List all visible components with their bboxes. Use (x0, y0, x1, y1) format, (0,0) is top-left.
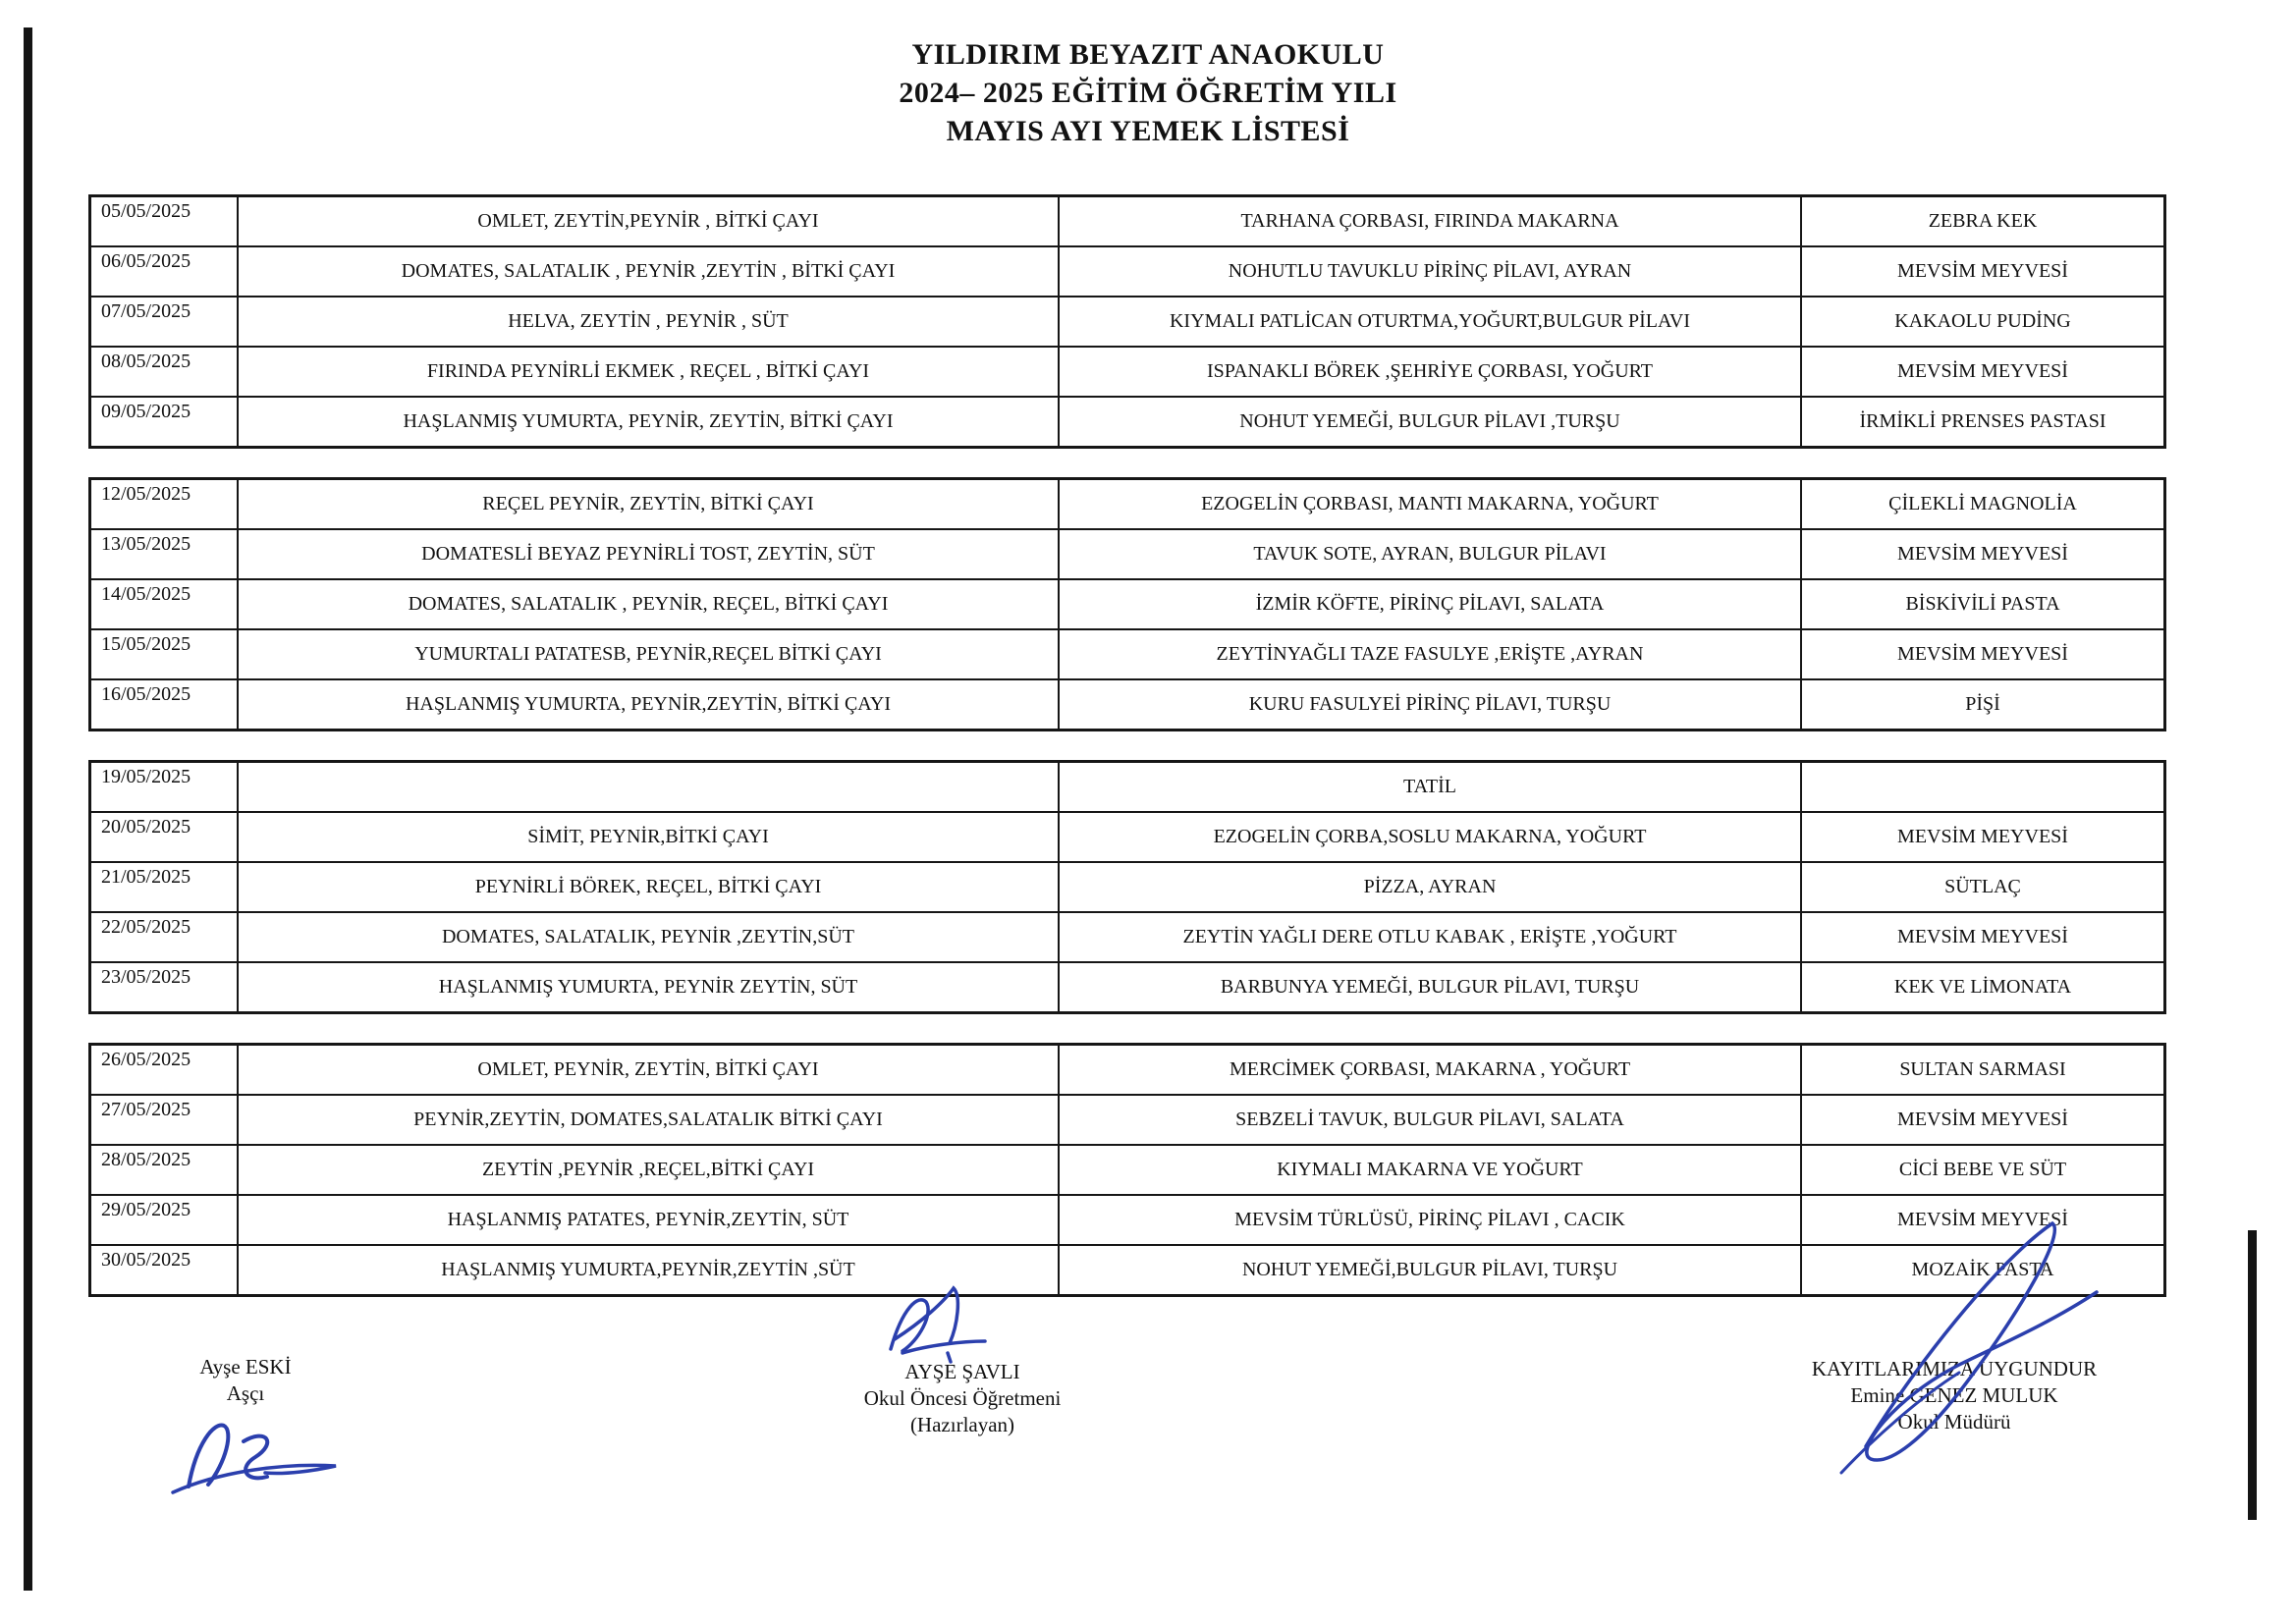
breakfast-cell: YUMURTALI PATATESB, PEYNİR,REÇEL BİTKİ ÇAYI (238, 629, 1059, 679)
table-row (90, 347, 2165, 397)
snack-cell: MOZAİK PASTA (1801, 1245, 2165, 1296)
breakfast-cell: OMLET, PEYNİR, ZEYTİN, BİTKİ ÇAYI (238, 1045, 1059, 1096)
scan-edge-left (24, 27, 32, 1591)
date-cell: 06/05/2025 (90, 246, 239, 297)
snack-cell: MEVSİM MEYVESİ (1801, 347, 2165, 397)
breakfast-cell: DOMATES, SALATALIK, PEYNİR ,ZEYTİN,SÜT (238, 912, 1059, 962)
snack-cell: MEVSİM MEYVESİ (1801, 812, 2165, 862)
snack-cell: MEVSİM MEYVESİ (1801, 629, 2165, 679)
date-cell: 16/05/2025 (90, 679, 239, 730)
snack-cell: İRMİKLİ PRENSES PASTASI (1801, 397, 2165, 448)
lunch-cell: NOHUT YEMEĞİ,BULGUR PİLAVI, TURŞU (1059, 1245, 1801, 1296)
week-table-1 (88, 194, 2166, 449)
table-row (90, 397, 2165, 448)
signature-block-teacher (815, 1359, 1110, 1438)
date-cell: 23/05/2025 (90, 962, 239, 1013)
snack-cell: BİSKİVİLİ PASTA (1801, 579, 2165, 629)
lunch-cell: KIYMALI PATLİCAN OTURTMA,YOĞURT,BULGUR PİLAVI (1059, 297, 1801, 347)
list-title: MAYIS AYI YEMEK LİSTESİ (946, 115, 1350, 147)
snack-cell: CİCİ BEBE VE SÜT (1801, 1145, 2165, 1195)
breakfast-cell: PEYNİRLİ BÖREK, REÇEL, BİTKİ ÇAYI (238, 862, 1059, 912)
lunch-cell: BARBUNYA YEMEĞİ, BULGUR PİLAVI, TURŞU (1059, 962, 1801, 1013)
breakfast-cell: PEYNİR,ZEYTİN, DOMATES,SALATALIK BİTKİ ÇAYI (238, 1095, 1059, 1145)
lunch-cell: ZEYTİN YAĞLI DERE OTLU KABAK , ERİŞTE ,YOĞURT (1059, 912, 1801, 962)
lunch-cell: MERCİMEK ÇORBASI, MAKARNA , YOĞURT (1059, 1045, 1801, 1096)
table-row (90, 912, 2165, 962)
table-row (90, 246, 2165, 297)
lunch-cell: KIYMALI MAKARNA VE YOĞURT (1059, 1145, 1801, 1195)
date-cell: 27/05/2025 (90, 1095, 239, 1145)
table-row (90, 297, 2165, 347)
table-row (90, 762, 2165, 813)
principal-role: Okul Müdürü (1897, 1410, 2011, 1434)
snack-cell: SÜTLAÇ (1801, 862, 2165, 912)
table-row (90, 579, 2165, 629)
week-table-3 (88, 760, 2166, 1014)
breakfast-cell: HAŞLANMIŞ YUMURTA, PEYNİR,ZEYTİN, BİTKİ ÇAYI (238, 679, 1059, 730)
date-cell: 07/05/2025 (90, 297, 239, 347)
table-row (90, 812, 2165, 862)
date-cell: 20/05/2025 (90, 812, 239, 862)
breakfast-cell: HAŞLANMIŞ YUMURTA, PEYNİR ZEYTİN, SÜT (238, 962, 1059, 1013)
table-row (90, 1045, 2165, 1096)
table-row (90, 529, 2165, 579)
lunch-cell: NOHUT YEMEĞİ, BULGUR PİLAVI ,TURŞU (1059, 397, 1801, 448)
lunch-cell: KURU FASULYEİ PİRİNÇ PİLAVI, TURŞU (1059, 679, 1801, 730)
date-cell: 13/05/2025 (90, 529, 239, 579)
week-table-2 (88, 477, 2166, 731)
date-cell: 29/05/2025 (90, 1195, 239, 1245)
table-row (90, 679, 2165, 730)
teacher-name: AYŞE ŞAVLI (904, 1360, 1020, 1383)
lunch-cell: TAVUK SOTE, AYRAN, BULGUR PİLAVI (1059, 529, 1801, 579)
teacher-note: (Hazırlayan) (909, 1413, 1015, 1436)
lunch-cell: EZOGELİN ÇORBA,SOSLU MAKARNA, YOĞURT (1059, 812, 1801, 862)
breakfast-cell: HAŞLANMIŞ YUMURTA,PEYNİR,ZEYTİN ,SÜT (238, 1245, 1059, 1296)
cook-name: Ayşe ESKİ (199, 1355, 292, 1379)
table-row (90, 479, 2165, 530)
breakfast-cell: SİMİT, PEYNİR,BİTKİ ÇAYI (238, 812, 1059, 862)
date-cell: 30/05/2025 (90, 1245, 239, 1296)
lunch-cell: ZEYTİNYAĞLI TAZE FASULYE ,ERİŞTE ,AYRAN (1059, 629, 1801, 679)
breakfast-cell: DOMATES, SALATALIK , PEYNİR, REÇEL, BİTKİ ÇAYI (238, 579, 1059, 629)
lunch-cell: TARHANA ÇORBASI, FIRINDA MAKARNA (1059, 196, 1801, 247)
table-row (90, 196, 2165, 247)
date-cell: 19/05/2025 (90, 762, 239, 813)
principal-signature-ink (1812, 1216, 2116, 1490)
breakfast-cell: REÇEL PEYNİR, ZEYTİN, BİTKİ ÇAYI (238, 479, 1059, 530)
breakfast-cell (238, 762, 1059, 813)
snack-cell: MEVSİM MEYVESİ (1801, 246, 2165, 297)
lunch-cell: PİZZA, AYRAN (1059, 862, 1801, 912)
breakfast-cell: DOMATES, SALATALIK , PEYNİR ,ZEYTİN , BİTKİ ÇAYI (238, 246, 1059, 297)
school-year: 2024– 2025 EĞİTİM ÖĞRETİM YILI (899, 77, 1397, 109)
snack-cell: PİŞİ (1801, 679, 2165, 730)
snack-cell: SULTAN SARMASI (1801, 1045, 2165, 1096)
principal-approval: KAYITLARIMIZA UYGUNDUR (1811, 1357, 2098, 1380)
breakfast-cell: HAŞLANMIŞ PATATES, PEYNİR,ZEYTİN, SÜT (238, 1195, 1059, 1245)
date-cell: 09/05/2025 (90, 397, 239, 448)
table-row (90, 629, 2165, 679)
date-cell: 22/05/2025 (90, 912, 239, 962)
teacher-signature-ink (879, 1284, 1007, 1368)
cook-signature-ink (167, 1414, 354, 1502)
teacher-role: Okul Öncesi Öğretmeni (863, 1386, 1062, 1410)
table-row (90, 1095, 2165, 1145)
date-cell: 21/05/2025 (90, 862, 239, 912)
snack-cell: MEVSİM MEYVESİ (1801, 1095, 2165, 1145)
date-cell: 08/05/2025 (90, 347, 239, 397)
lunch-cell: SEBZELİ TAVUK, BULGUR PİLAVI, SALATA (1059, 1095, 1801, 1145)
lunch-cell: İZMİR KÖFTE, PİRİNÇ PİLAVI, SALATA (1059, 579, 1801, 629)
snack-cell: MEVSİM MEYVESİ (1801, 1195, 2165, 1245)
snack-cell: ÇİLEKLİ MAGNOLİA (1801, 479, 2165, 530)
scan-edge-right (2248, 1230, 2257, 1520)
cook-role: Aşçı (226, 1381, 265, 1405)
signature-block-cook (118, 1354, 373, 1407)
snack-cell (1801, 762, 2165, 813)
lunch-cell: MEVSİM TÜRLÜSÜ, PİRİNÇ PİLAVI , CACIK (1059, 1195, 1801, 1245)
lunch-cell: EZOGELİN ÇORBASI, MANTI MAKARNA, YOĞURT (1059, 479, 1801, 530)
snack-cell: KEK VE LİMONATA (1801, 962, 2165, 1013)
snack-cell: MEVSİM MEYVESİ (1801, 912, 2165, 962)
breakfast-cell: HELVA, ZEYTİN , PEYNİR , SÜT (238, 297, 1059, 347)
date-cell: 26/05/2025 (90, 1045, 239, 1096)
principal-name: Emine GENEZ MULUK (1850, 1383, 2058, 1407)
table-row (90, 862, 2165, 912)
breakfast-cell: ZEYTİN ,PEYNİR ,REÇEL,BİTKİ ÇAYI (238, 1145, 1059, 1195)
table-row (90, 962, 2165, 1013)
date-cell: 28/05/2025 (90, 1145, 239, 1195)
snack-cell: ZEBRA KEK (1801, 196, 2165, 247)
table-row (90, 1145, 2165, 1195)
school-name: YILDIRIM BEYAZIT ANAOKULU (911, 38, 1385, 71)
date-cell: 15/05/2025 (90, 629, 239, 679)
meal-tables (88, 194, 2153, 1325)
lunch-cell: NOHUTLU TAVUKLU PİRİNÇ PİLAVI, AYRAN (1059, 246, 1801, 297)
snack-cell: KAKAOLU PUDİNG (1801, 297, 2165, 347)
document-title (0, 35, 2296, 150)
lunch-cell: ISPANAKLI BÖREK ,ŞEHRİYE ÇORBASI, YOĞURT (1059, 347, 1801, 397)
date-cell: 12/05/2025 (90, 479, 239, 530)
breakfast-cell: FIRINDA PEYNİRLİ EKMEK , REÇEL , BİTKİ ÇAYI (238, 347, 1059, 397)
date-cell: 14/05/2025 (90, 579, 239, 629)
lunch-cell: TATİL (1059, 762, 1801, 813)
breakfast-cell: DOMATESLİ BEYAZ PEYNİRLİ TOST, ZEYTİN, SÜT (238, 529, 1059, 579)
breakfast-cell: HAŞLANMIŞ YUMURTA, PEYNİR, ZEYTİN, BİTKİ ÇAYI (238, 397, 1059, 448)
breakfast-cell: OMLET, ZEYTİN,PEYNİR , BİTKİ ÇAYI (238, 196, 1059, 247)
date-cell: 05/05/2025 (90, 196, 239, 247)
snack-cell: MEVSİM MEYVESİ (1801, 529, 2165, 579)
